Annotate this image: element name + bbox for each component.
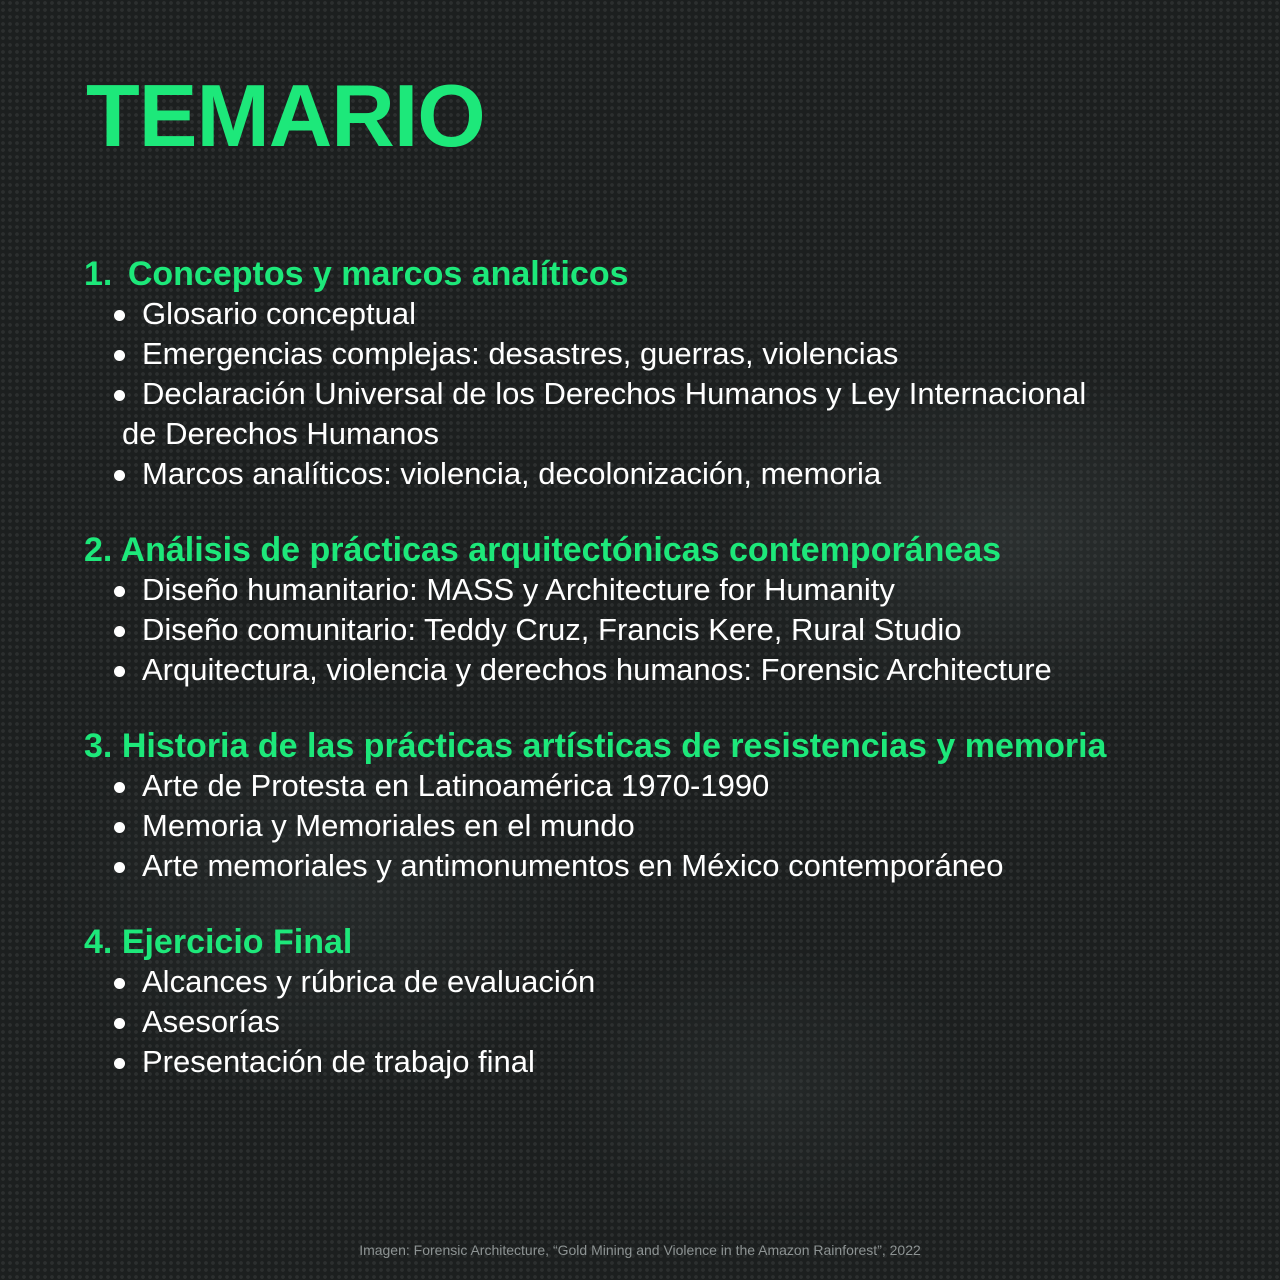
list-item-text: Marcos analíticos: violencia, decolonización, memoria bbox=[142, 456, 882, 491]
list-item-text: Declaración Universal de los Derechos Humanos y Ley Internacional bbox=[142, 376, 1087, 411]
bullet-icon bbox=[114, 1018, 125, 1029]
list-item bbox=[84, 962, 1214, 1002]
list-item bbox=[84, 454, 1214, 494]
bullet-icon bbox=[114, 978, 125, 989]
bullet-icon bbox=[114, 822, 125, 833]
list-item bbox=[84, 294, 1214, 334]
section-number: 2. bbox=[84, 531, 113, 569]
section-list bbox=[84, 962, 1214, 1082]
section-number: 4. bbox=[84, 923, 113, 961]
list-item bbox=[84, 1002, 1214, 1042]
section-heading bbox=[84, 254, 1214, 294]
list-item bbox=[84, 570, 1214, 610]
section-3 bbox=[84, 726, 1214, 886]
section-list bbox=[84, 766, 1214, 886]
list-item-text: Emergencias complejas: desastres, guerras, violencias bbox=[142, 336, 899, 371]
list-item bbox=[84, 334, 1214, 374]
bullet-icon bbox=[114, 666, 125, 677]
section-number: 1. bbox=[84, 255, 113, 293]
section-heading bbox=[84, 530, 1214, 570]
image-credit-caption: Imagen: Forensic Architecture, “Gold Mining and Violence in the Amazon Rainforest”, 2022 bbox=[359, 1242, 921, 1258]
list-item-text: Asesorías bbox=[142, 1004, 280, 1039]
list-item bbox=[84, 374, 1214, 454]
list-item bbox=[84, 766, 1214, 806]
section-list bbox=[84, 570, 1214, 690]
list-item bbox=[84, 1042, 1214, 1082]
syllabus-content bbox=[84, 254, 1214, 1118]
list-item-text: Glosario conceptual bbox=[142, 296, 416, 331]
list-item bbox=[84, 846, 1214, 886]
bullet-icon bbox=[114, 586, 125, 597]
page-title: TEMARIO bbox=[86, 66, 485, 165]
list-item-text: Presentación de trabajo final bbox=[142, 1044, 535, 1079]
bullet-icon bbox=[114, 350, 125, 361]
section-title: Historia de las prácticas artísticas de resistencias y memoria bbox=[121, 727, 1107, 765]
section-heading bbox=[84, 922, 1214, 962]
list-item-text: Arquitectura, violencia y derechos humanos: Forensic Architecture bbox=[142, 652, 1052, 687]
section-title: Conceptos y marcos analíticos bbox=[127, 255, 629, 293]
bullet-icon bbox=[114, 310, 125, 321]
section-list bbox=[84, 294, 1214, 494]
section-title: Análisis de prácticas arquitectónicas contemporáneas bbox=[120, 531, 1002, 569]
section-1 bbox=[84, 254, 1214, 494]
list-item bbox=[84, 650, 1214, 690]
list-item-text: Diseño humanitario: MASS y Architecture for Humanity bbox=[142, 572, 895, 607]
list-item-text: Diseño comunitario: Teddy Cruz, Francis Kere, Rural Studio bbox=[142, 612, 962, 647]
section-4 bbox=[84, 922, 1214, 1082]
section-number: 3. bbox=[84, 727, 113, 765]
bullet-icon bbox=[114, 470, 125, 481]
list-item-text: Memoria y Memoriales en el mundo bbox=[142, 808, 635, 843]
list-item-text: Alcances y rúbrica de evaluación bbox=[142, 964, 596, 999]
section-title: Ejercicio Final bbox=[121, 923, 353, 961]
bullet-icon bbox=[114, 390, 125, 401]
bullet-icon bbox=[114, 782, 125, 793]
list-item bbox=[84, 610, 1214, 650]
list-item bbox=[84, 806, 1214, 846]
bullet-icon bbox=[114, 1058, 125, 1069]
list-item-text: Arte de Protesta en Latinoamérica 1970-1990 bbox=[142, 768, 770, 803]
section-heading bbox=[84, 726, 1214, 766]
section-2 bbox=[84, 530, 1214, 690]
list-item-text: Arte memoriales y antimonumentos en México contemporáneo bbox=[142, 848, 1004, 883]
bullet-icon bbox=[114, 626, 125, 637]
bullet-icon bbox=[114, 862, 125, 873]
list-item-continuation: de Derechos Humanos bbox=[122, 416, 440, 451]
